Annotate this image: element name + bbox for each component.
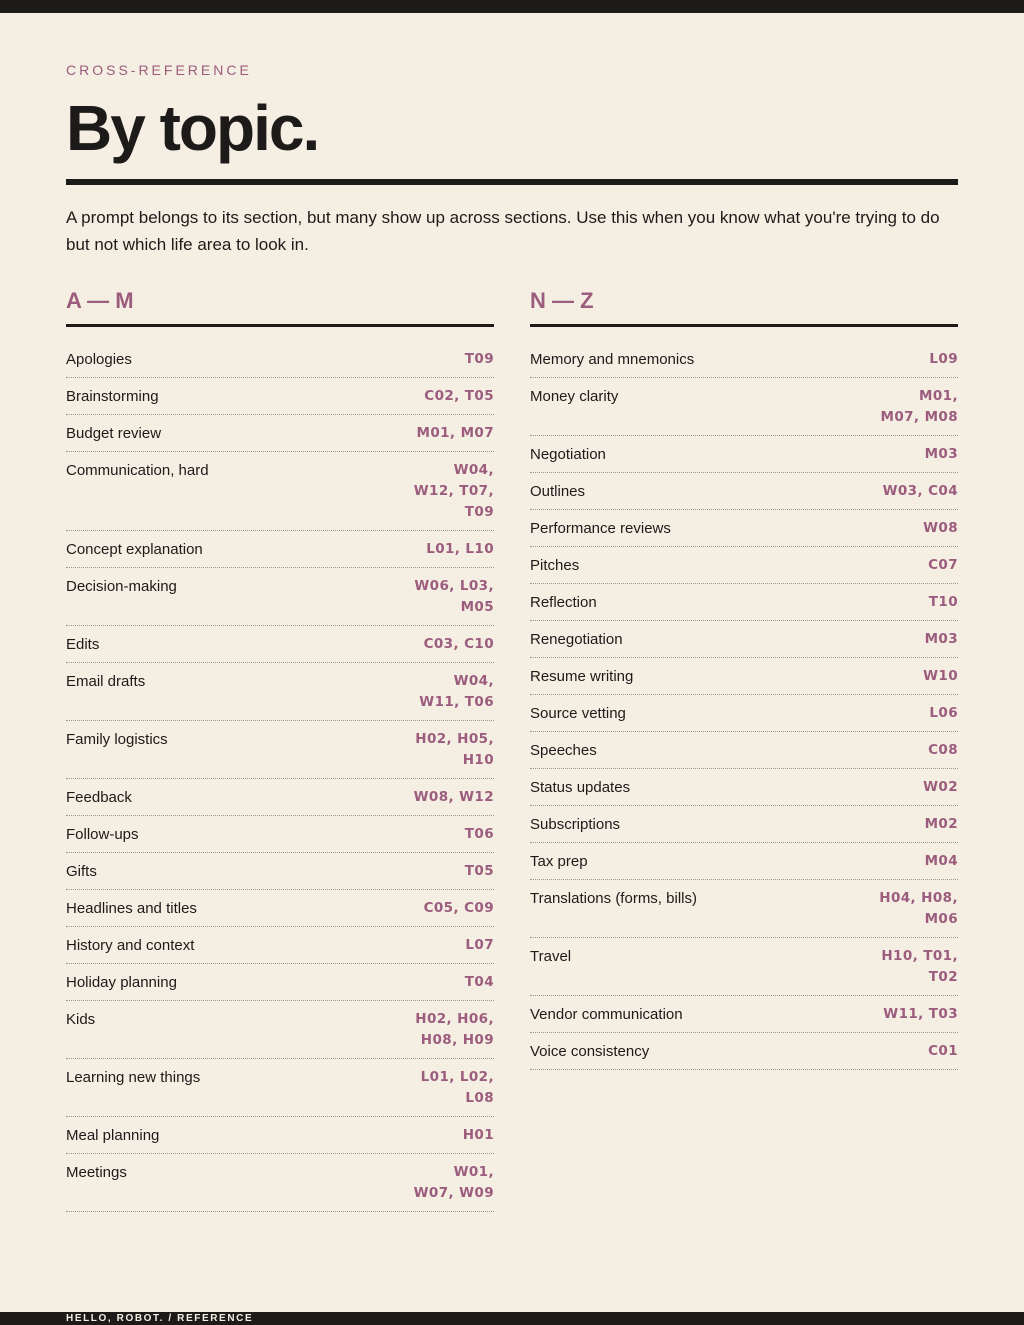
topic-name: Renegotiation [530, 631, 623, 648]
topic-refs: L07 [465, 937, 494, 953]
topic-refs: C02, T05 [424, 388, 494, 404]
list-item [66, 531, 494, 568]
topic-refs: W04, W11, T06 [419, 673, 494, 710]
topic-refs: W11, T03 [883, 1006, 958, 1022]
list-item [66, 568, 494, 626]
list-item [530, 547, 958, 584]
topic-name: Pitches [530, 557, 580, 574]
topic-name: Follow-ups [66, 826, 139, 843]
topic-name: Family logistics [66, 731, 168, 748]
eyebrow-label: CROSS-REFERENCE [66, 62, 252, 78]
list-item [530, 880, 958, 938]
list-item [530, 473, 958, 510]
topic-name: Meetings [66, 1164, 127, 1181]
list-item [530, 436, 958, 473]
topic-name: Travel [530, 948, 572, 965]
topic-refs: M03 [924, 631, 958, 647]
footer-label: HELLO, ROBOT. / REFERENCE [66, 1313, 254, 1324]
topic-name: Gifts [66, 863, 97, 880]
topic-name: Money clarity [530, 388, 619, 405]
topic-refs: W08 [923, 520, 958, 536]
topic-name: Concept explanation [66, 541, 203, 558]
list-item [66, 415, 494, 452]
topic-refs: M01, M07 [416, 425, 494, 441]
topic-refs: C08 [928, 742, 958, 758]
list-item [530, 510, 958, 547]
list-item [66, 452, 494, 531]
topic-refs: H02, H05, H10 [415, 731, 494, 768]
topic-refs: T09 [464, 351, 494, 367]
list-item [66, 721, 494, 779]
list-item [66, 853, 494, 890]
topic-refs: H02, H06, H08, H09 [415, 1011, 494, 1048]
topic-list [530, 341, 958, 1070]
list-item [530, 378, 958, 436]
topic-refs: L01, L02, L08 [420, 1069, 494, 1106]
topic-refs: C03, C10 [423, 636, 494, 652]
list-item [66, 890, 494, 927]
list-item [530, 695, 958, 732]
list-item [530, 1033, 958, 1070]
column-heading: A — M [66, 288, 134, 313]
list-item [530, 732, 958, 769]
list-item [66, 1154, 494, 1212]
topic-name: Kids [66, 1011, 96, 1028]
list-item [530, 996, 958, 1033]
topic-name: Communication, hard [66, 462, 209, 479]
topic-name: Feedback [66, 789, 132, 806]
title-divider [66, 179, 958, 185]
topic-refs: H04, H08, M06 [879, 890, 958, 927]
list-item [530, 938, 958, 996]
column-divider [66, 324, 494, 327]
column-n-z [530, 288, 958, 1070]
topic-name: Subscriptions [530, 816, 621, 833]
topic-name: Edits [66, 636, 100, 653]
topic-refs: C05, C09 [423, 900, 494, 916]
topic-refs: M03 [924, 446, 958, 462]
topic-name: Apologies [66, 351, 132, 368]
topic-name: Status updates [530, 779, 631, 796]
topic-name: Budget review [66, 425, 162, 442]
list-item [66, 964, 494, 1001]
list-item [530, 769, 958, 806]
list-item [530, 843, 958, 880]
list-item [530, 584, 958, 621]
list-item [66, 816, 494, 853]
list-item [66, 626, 494, 663]
list-item [66, 779, 494, 816]
topic-refs: L01, L10 [426, 541, 494, 557]
topic-name: Learning new things [66, 1069, 201, 1086]
topic-name: Source vetting [530, 705, 626, 722]
topic-refs: M01, M07, M08 [880, 388, 958, 425]
topic-name: Vendor communication [530, 1006, 683, 1023]
topic-refs: M04 [924, 853, 958, 869]
topic-name: Meal planning [66, 1127, 160, 1144]
column-heading: N — Z [530, 288, 594, 313]
topic-refs: W03, C04 [882, 483, 958, 499]
topic-refs: T05 [464, 863, 494, 879]
column-divider [530, 324, 958, 327]
topic-refs: W06, L03, M05 [414, 578, 494, 615]
topic-name: Holiday planning [66, 974, 177, 991]
topic-name: Negotiation [530, 446, 606, 463]
topic-name: Email drafts [66, 673, 146, 690]
topic-refs: M02 [924, 816, 958, 832]
page-title: By topic. [66, 92, 319, 164]
topic-refs: H10, T01, T02 [881, 948, 958, 985]
intro-paragraph: A prompt belongs to its section, but many show up across sections. Use this when you know what you're trying to do but not which life area to look in. [66, 208, 940, 254]
topic-name: Outlines [530, 483, 586, 500]
topic-name: Tax prep [530, 853, 588, 870]
topic-refs: W10 [923, 668, 958, 684]
topic-refs: T10 [928, 594, 958, 610]
topic-name: Speeches [530, 742, 597, 759]
topic-refs: W04, W12, T07, T09 [413, 462, 494, 520]
topic-refs: T06 [464, 826, 494, 842]
list-item [66, 1117, 494, 1154]
column-a-m [66, 288, 494, 1212]
topic-refs: T04 [464, 974, 494, 990]
topic-name: Resume writing [530, 668, 634, 685]
list-item [66, 341, 494, 378]
list-item [66, 378, 494, 415]
topic-refs: C01 [928, 1043, 958, 1059]
list-item [66, 663, 494, 721]
topic-refs: W01, W07, W09 [413, 1164, 494, 1201]
topic-name: Translations (forms, bills) [530, 890, 697, 907]
topic-refs: L09 [929, 351, 958, 367]
topic-name: Decision-making [66, 578, 177, 595]
topic-refs: W02 [923, 779, 958, 795]
topic-name: Performance reviews [530, 520, 671, 537]
topic-list [66, 341, 494, 1212]
topic-refs: W08, W12 [413, 789, 494, 805]
topic-refs: C07 [928, 557, 958, 573]
list-item [530, 621, 958, 658]
list-item [66, 927, 494, 964]
topic-refs: L06 [929, 705, 958, 721]
topic-name: History and context [66, 937, 195, 954]
topic-refs: H01 [462, 1127, 494, 1143]
topic-name: Voice consistency [530, 1043, 650, 1060]
list-item [530, 806, 958, 843]
list-item [66, 1001, 494, 1059]
topic-name: Headlines and titles [66, 900, 197, 917]
list-item [530, 658, 958, 695]
topic-name: Reflection [530, 594, 597, 611]
topic-name: Brainstorming [66, 388, 159, 405]
list-item [530, 341, 958, 378]
topic-name: Memory and mnemonics [530, 351, 695, 368]
top-bar [0, 0, 1024, 13]
list-item [66, 1059, 494, 1117]
